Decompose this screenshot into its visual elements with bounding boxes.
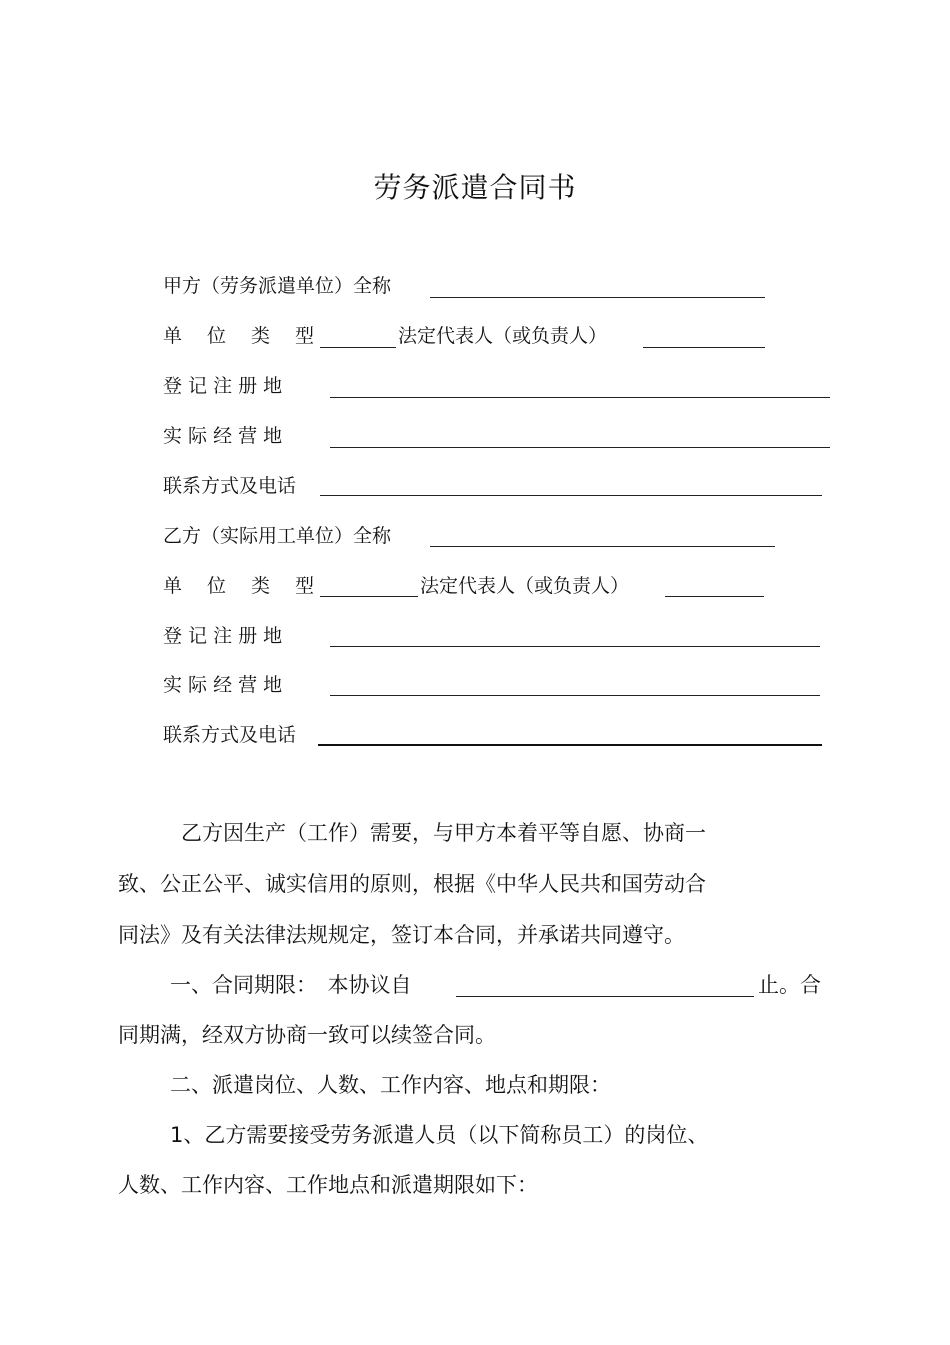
party-a-contact-field[interactable] [320, 495, 822, 496]
party-a-name-field[interactable] [430, 297, 765, 298]
party-a-rep-field[interactable] [643, 347, 765, 348]
party-b-rep-label: 法定代表人（或负责人） [420, 575, 630, 597]
party-b-reg-label: 登 记 注 册 地 [163, 625, 283, 647]
party-b-office-label: 实 际 经 营 地 [163, 674, 283, 696]
party-a-office-field[interactable] [330, 447, 830, 448]
intro-line-3: 同法》及有关法律法规规定，签订本合同，并承诺共同遵守。 [118, 923, 685, 947]
page-title: 劳务派遣合同书 [373, 171, 577, 204]
party-b-type-field[interactable] [320, 596, 418, 597]
party-b-reg-field[interactable] [330, 646, 820, 647]
party-a-contact-label: 联系方式及电话 [163, 475, 297, 497]
party-b-contact-label: 联系方式及电话 [163, 724, 297, 746]
party-a-name-label: 甲方（劳务派遣单位）全称 [163, 275, 392, 297]
party-a-type-field[interactable] [320, 347, 396, 348]
party-b-name-label: 乙方（实际用工单位）全称 [163, 525, 392, 547]
section-2-heading: 二、派遣岗位、人数、工作内容、地点和期限： [170, 1073, 611, 1097]
party-b-rep-field[interactable] [665, 596, 764, 597]
party-b-name-field[interactable] [430, 546, 775, 547]
party-b-office-field[interactable] [330, 695, 820, 696]
party-b-type-label: 单 位 类 型 [163, 575, 318, 597]
item-1-line-1: 1、乙方需要接受劳务派遣人员（以下简称员工）的岗位、 [170, 1123, 709, 1147]
term-line-2: 同期满，经双方协商一致可以续签合同。 [118, 1023, 496, 1047]
party-a-rep-label: 法定代表人（或负责人） [398, 325, 608, 347]
intro-line-2: 致、公正公平、诚实信用的原则，根据《中华人民共和国劳动合 [118, 872, 706, 896]
party-a-reg-label: 登 记 注 册 地 [163, 375, 283, 397]
term-period-field[interactable] [456, 996, 754, 997]
intro-line-1: 乙方因生产（工作）需要，与甲方本着平等自愿、协商一 [181, 821, 706, 845]
party-a-reg-field[interactable] [330, 397, 830, 398]
party-b-contact-field[interactable] [318, 744, 822, 746]
party-a-office-label: 实 际 经 营 地 [163, 425, 283, 447]
item-1-line-2: 人数、工作内容、工作地点和派遣期限如下： [118, 1173, 538, 1197]
term-suffix: 止。合 [758, 973, 821, 997]
party-a-type-label: 单 位 类 型 [163, 325, 318, 347]
term-prefix: 一、合同期限： 本协议自 [170, 973, 412, 997]
